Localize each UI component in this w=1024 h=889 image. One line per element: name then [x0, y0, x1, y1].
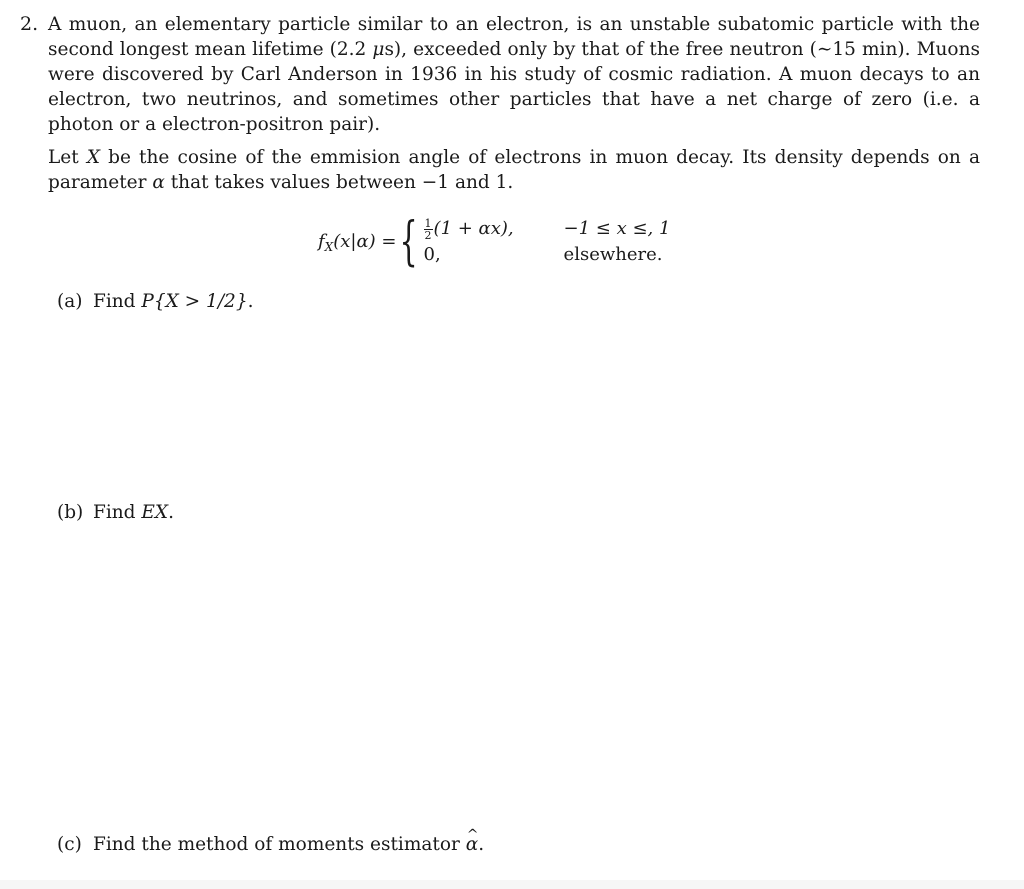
alpha-hat: ^ α	[466, 832, 479, 857]
eq-f: f	[318, 230, 325, 252]
case-2-condition: elsewhere.	[563, 244, 663, 265]
mu-symbol: μ	[372, 39, 385, 60]
part-a-math: P{X > 1/2}	[141, 291, 248, 312]
case-1-expr-text: (1 + αx),	[433, 218, 514, 239]
setup-text-3: that takes values between −1 and 1.	[164, 172, 514, 193]
part-a-label: (a)	[57, 291, 83, 312]
eq-args: (x|α) =	[333, 230, 397, 252]
one-half-fraction: $\frac{1}{2}$	[424, 216, 432, 242]
setup-text-2: be the cosine of the emmision angle of electrons in muon decay. Its density depends on a parameter	[48, 147, 980, 193]
intro-paragraph	[48, 12, 980, 137]
part-c	[57, 832, 484, 857]
part-b	[57, 500, 174, 525]
setup-text-1: Let	[48, 147, 87, 168]
var-alpha: α	[152, 172, 165, 193]
intro-text-1: A muon, an elementary particle similar to an electron, is an unstable subatomic particle with the second longest mean lifetime (2.2	[48, 14, 980, 60]
left-brace-icon: {	[399, 212, 419, 272]
bottom-strip	[0, 880, 1024, 889]
part-c-tail: .	[478, 834, 485, 855]
intro-text-2: s), exceeded only by that of the free neutron (∼15 min). Muons were discovered by Carl Anderson in 1936 in his study of cosmic radiation. A muon decays to an electron, two neutrinos, and sometimes other particles that have a net charge of zero (i.e. a photon or a electron-positron pair).	[48, 39, 980, 135]
density-equation	[318, 212, 670, 272]
equation-cases	[424, 217, 671, 267]
problem-2	[20, 12, 980, 195]
part-a	[57, 289, 254, 314]
part-b-text: Find	[93, 502, 142, 523]
part-a-tail: .	[247, 291, 254, 312]
case-2-expression: 0,	[423, 244, 441, 265]
equation-lhs	[318, 231, 396, 254]
part-b-label: (b)	[57, 502, 84, 523]
part-b-math: EX	[141, 502, 169, 523]
case-1-expression	[424, 217, 564, 241]
problem-number: 2.	[20, 13, 39, 35]
part-c-text: Find the method of moments estimator	[93, 834, 466, 855]
case-1-condition: −1 ≤ x ≤, 1	[563, 218, 671, 239]
setup-paragraph	[48, 145, 980, 195]
part-b-tail: .	[168, 502, 174, 523]
eq-subscript: X	[324, 239, 334, 254]
var-x: X	[86, 147, 100, 168]
part-a-text: Find	[93, 291, 142, 312]
part-c-label: (c)	[57, 834, 82, 855]
